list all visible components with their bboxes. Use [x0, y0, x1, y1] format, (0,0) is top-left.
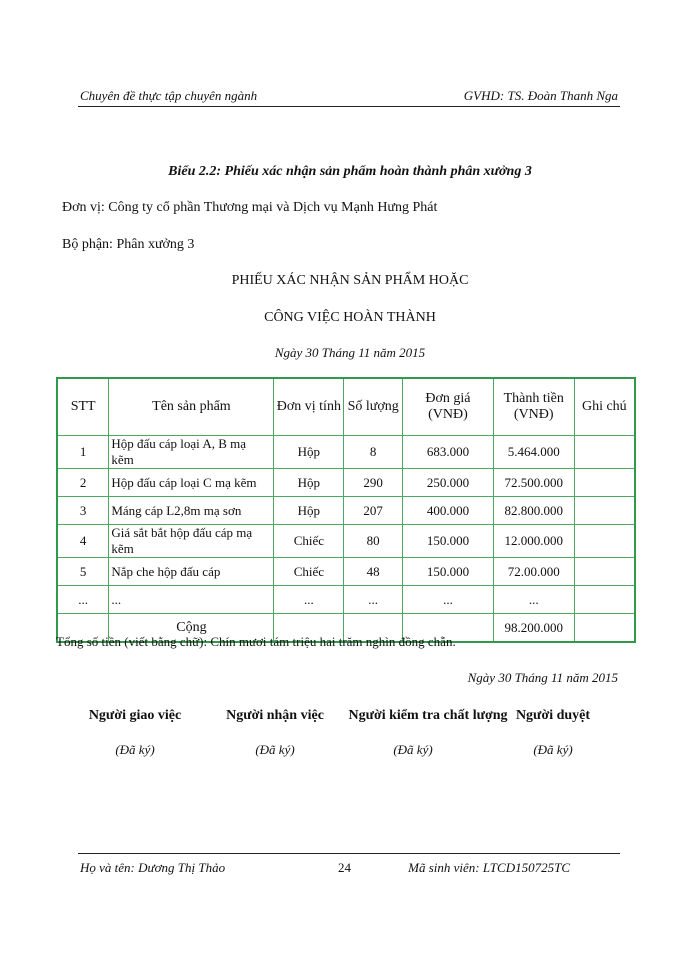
- header-left: Chuyên đề thực tập chuyên ngành: [80, 88, 258, 103]
- col-unit: Đơn vị tính: [274, 378, 344, 436]
- cell-unit: Chiếc: [274, 558, 344, 586]
- cell-amount: ...: [493, 586, 574, 614]
- cell-note: [574, 586, 635, 614]
- table-row: [57, 497, 635, 525]
- cell-note: [574, 469, 635, 497]
- form-date: Ngày 30 Tháng 11 năm 2015: [274, 345, 426, 360]
- cell-empty: [574, 614, 635, 643]
- cell-qty: ...: [344, 586, 403, 614]
- cell-amount: 5.464.000: [493, 436, 574, 469]
- col-qty: Số lượng: [344, 378, 403, 436]
- cell-price: 250.000: [403, 469, 494, 497]
- footer-student-id: Mã sinh viên: LTCD150725TC: [408, 860, 570, 875]
- cell-qty: 80: [344, 525, 403, 558]
- cell-note: [574, 525, 635, 558]
- cell-stt: 5: [57, 558, 109, 586]
- cell-price: 400.000: [403, 497, 494, 525]
- cell-unit: Chiếc: [274, 525, 344, 558]
- product-table: [56, 377, 636, 643]
- form-title-line-1: PHIẾU XÁC NHẬN SẢN PHẨM HOẶC: [231, 273, 469, 288]
- signer-approver-title: Người duyệt: [515, 708, 591, 723]
- cell-stt: ...: [57, 586, 109, 614]
- cell-name: Hộp đấu cáp loại C mạ kẽm: [109, 469, 274, 497]
- cell-price: ...: [403, 586, 494, 614]
- unit-line: Đơn vị: Công ty cổ phần Thương mại và Dịch vụ Mạnh Hưng Phát: [62, 200, 438, 215]
- signer-qc-title: Người kiểm tra chất lượng: [348, 708, 508, 723]
- signer-approver-signed: (Đã ký): [533, 742, 573, 757]
- signer-assigner-title: Người giao việc: [88, 708, 182, 723]
- header-rule: [78, 106, 620, 107]
- table-row: [57, 525, 635, 558]
- footer-rule: [78, 853, 620, 854]
- signer-qc-signed: (Đã ký): [393, 742, 433, 757]
- cell-qty: 48: [344, 558, 403, 586]
- col-name: Tên sản phẩm: [109, 378, 274, 436]
- cell-amount: 12.000.000: [493, 525, 574, 558]
- cell-qty: 290: [344, 469, 403, 497]
- cell-name: Máng cáp L2,8m mạ sơn: [109, 497, 274, 525]
- cell-amount: 72.500.000: [493, 469, 574, 497]
- sign-date: Ngày 30 Tháng 11 năm 2015: [467, 670, 618, 685]
- figure-title: Biểu 2.2: Phiếu xác nhận sản phẩm hoàn thành phân xưởng 3: [168, 164, 532, 179]
- col-amount: [493, 378, 574, 436]
- table-row: [57, 469, 635, 497]
- cell-note: [574, 558, 635, 586]
- table-row: [57, 436, 635, 469]
- table-row: [57, 558, 635, 586]
- col-amount-label: Thành tiền: [503, 391, 564, 406]
- cell-name: ...: [109, 586, 274, 614]
- total-label: Cộng: [109, 614, 274, 643]
- cell-price: 150.000: [403, 525, 494, 558]
- header-right: GVHD: TS. Đoàn Thanh Nga: [463, 88, 618, 103]
- cell-stt: 2: [57, 469, 109, 497]
- cell-unit: Hộp: [274, 436, 344, 469]
- form-title-line-2: CÔNG VIỆC HOÀN THÀNH: [264, 310, 436, 325]
- total-amount: 98.200.000: [493, 614, 574, 643]
- col-price-unit: (VNĐ): [428, 407, 468, 422]
- cell-amount: 72.00.000: [493, 558, 574, 586]
- cell-note: [574, 436, 635, 469]
- cell-unit: ...: [274, 586, 344, 614]
- cell-qty: 207: [344, 497, 403, 525]
- col-note: Ghi chú: [574, 378, 635, 436]
- cell-note: [574, 497, 635, 525]
- cell-name: Giá sắt bắt hộp đấu cáp mạ kẽm: [109, 525, 274, 558]
- cell-name: Nắp che hộp đấu cáp: [109, 558, 274, 586]
- page-number: 24: [338, 860, 351, 875]
- cell-stt: 1: [57, 436, 109, 469]
- footer-name: Họ và tên: Dương Thị Thảo: [80, 860, 226, 875]
- col-price: [403, 378, 494, 436]
- department-line: Bộ phận: Phân xưởng 3: [62, 237, 195, 252]
- signer-assigner-signed: (Đã ký): [115, 742, 155, 757]
- cell-stt: 3: [57, 497, 109, 525]
- table-row: [57, 586, 635, 614]
- amount-in-words: Tổng số tiền (viết bằng chữ): Chín mươi tám triệu hai trăm nghìn đồng chẵn.: [56, 634, 456, 649]
- cell-unit: Hộp: [274, 497, 344, 525]
- cell-qty: 8: [344, 436, 403, 469]
- cell-name: Hộp đấu cáp loại A, B mạ kẽm: [109, 436, 274, 469]
- col-amount-unit: (VNĐ): [513, 407, 554, 422]
- col-stt: STT: [57, 378, 109, 436]
- cell-price: 683.000: [403, 436, 494, 469]
- cell-price: 150.000: [403, 558, 494, 586]
- cell-unit: Hộp: [274, 469, 344, 497]
- col-price-label: Đơn giá: [425, 391, 471, 406]
- signer-receiver-signed: (Đã ký): [255, 742, 295, 757]
- signer-receiver-title: Người nhận việc: [226, 708, 324, 723]
- cell-amount: 82.800.000: [493, 497, 574, 525]
- table-header-row: [57, 378, 635, 436]
- cell-stt: 4: [57, 525, 109, 558]
